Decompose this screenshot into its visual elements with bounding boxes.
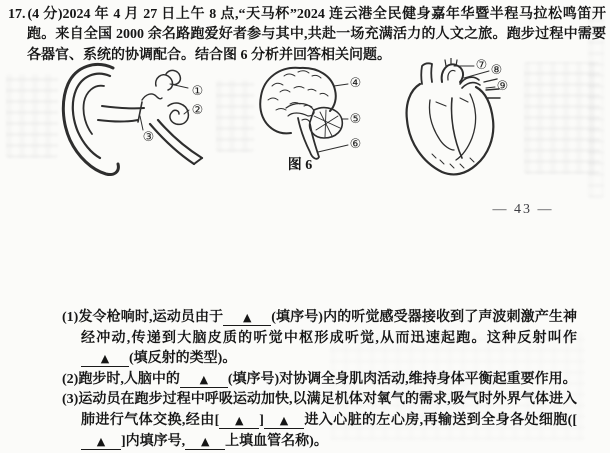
heart-label-7: ⑦ (475, 58, 488, 73)
question-header (8, 5, 606, 66)
sub-question-3-text: 上填血管名称)。 (225, 433, 328, 449)
answer-blank: ▲ (81, 435, 121, 450)
sub-question-3-text: 进入心脏的左心房,再输送到全身各处细胞([ (303, 412, 577, 428)
page-number: — 43 — (492, 202, 554, 217)
sub-question-3-marker: (3) (62, 392, 79, 408)
sub-question-2-marker: (2) (62, 371, 79, 387)
figure-6 (0, 58, 610, 186)
answer-blank: ▲ (219, 414, 259, 429)
brain-label-5: ⑤ (349, 112, 362, 127)
question-intro-text: (4 分)2024 年 4 月 27 日上午 8 点,“天马杯”2024 连云港全民健身嘉年华暨半程马拉松鸣笛开跑。来自全国 2000 余名路跑爱好者参与其中,共赴一场充满活力的人文之旅。跑步过程中需要各器官、系统的协调配合。结合图 6 分析并回答相关问题。 (27, 7, 606, 63)
sub-question-1-marker: (1) (62, 310, 79, 325)
sub-question-3 (62, 390, 577, 452)
ear-label-3: ③ (142, 130, 155, 145)
answer-blank: ▲ (81, 352, 129, 367)
sub-question-1-text: (填序号)内的听觉感受器接收到了声波刺激产生神经冲动,传递到大脑皮质的听觉中枢形成听觉,从而迅速起跑。这种反射叫作 (81, 310, 577, 346)
sub-question-1-text: 发令枪响时,运动员由于 (78, 310, 224, 325)
sub-question-1-text: (填反射的类型)。 (129, 351, 237, 367)
sub-question-3-text: 运动员在跑步过程中呼吸运动加快,以满足机体对氧气的需求,吸气时外界气体进入肺进行气体交换,经由[ (78, 392, 577, 428)
answer-blank: ▲ (180, 373, 228, 388)
answer-blank: ▲ (264, 414, 304, 429)
brain-label-4: ④ (349, 76, 362, 91)
sub-question-3-text: ]内填序号, (121, 433, 186, 449)
sub-question-1 (62, 308, 577, 370)
ear-diagram (58, 60, 218, 180)
heart-label-9: ⑨ (496, 79, 509, 94)
sub-question-3-text: ] (259, 412, 264, 428)
sub-questions (62, 308, 577, 452)
sub-question-2-text: 跑步时,人脑中的 (78, 371, 180, 387)
heart-label-8: ⑧ (490, 63, 503, 78)
answer-blank: ▲ (223, 311, 271, 326)
answer-blank: ▲ (185, 435, 225, 450)
sub-question-2-text: (填序号)对协调全身肌肉活动,维持身体平衡起重要作用。 (227, 371, 577, 387)
ear-label-2: ② (191, 103, 204, 118)
figure-caption: 图 6 (287, 158, 313, 173)
question-number: 17. (8, 7, 26, 22)
ear-label-1: ① (191, 84, 204, 99)
sub-question-2 (62, 370, 577, 391)
brain-label-6: ⑥ (349, 137, 362, 152)
